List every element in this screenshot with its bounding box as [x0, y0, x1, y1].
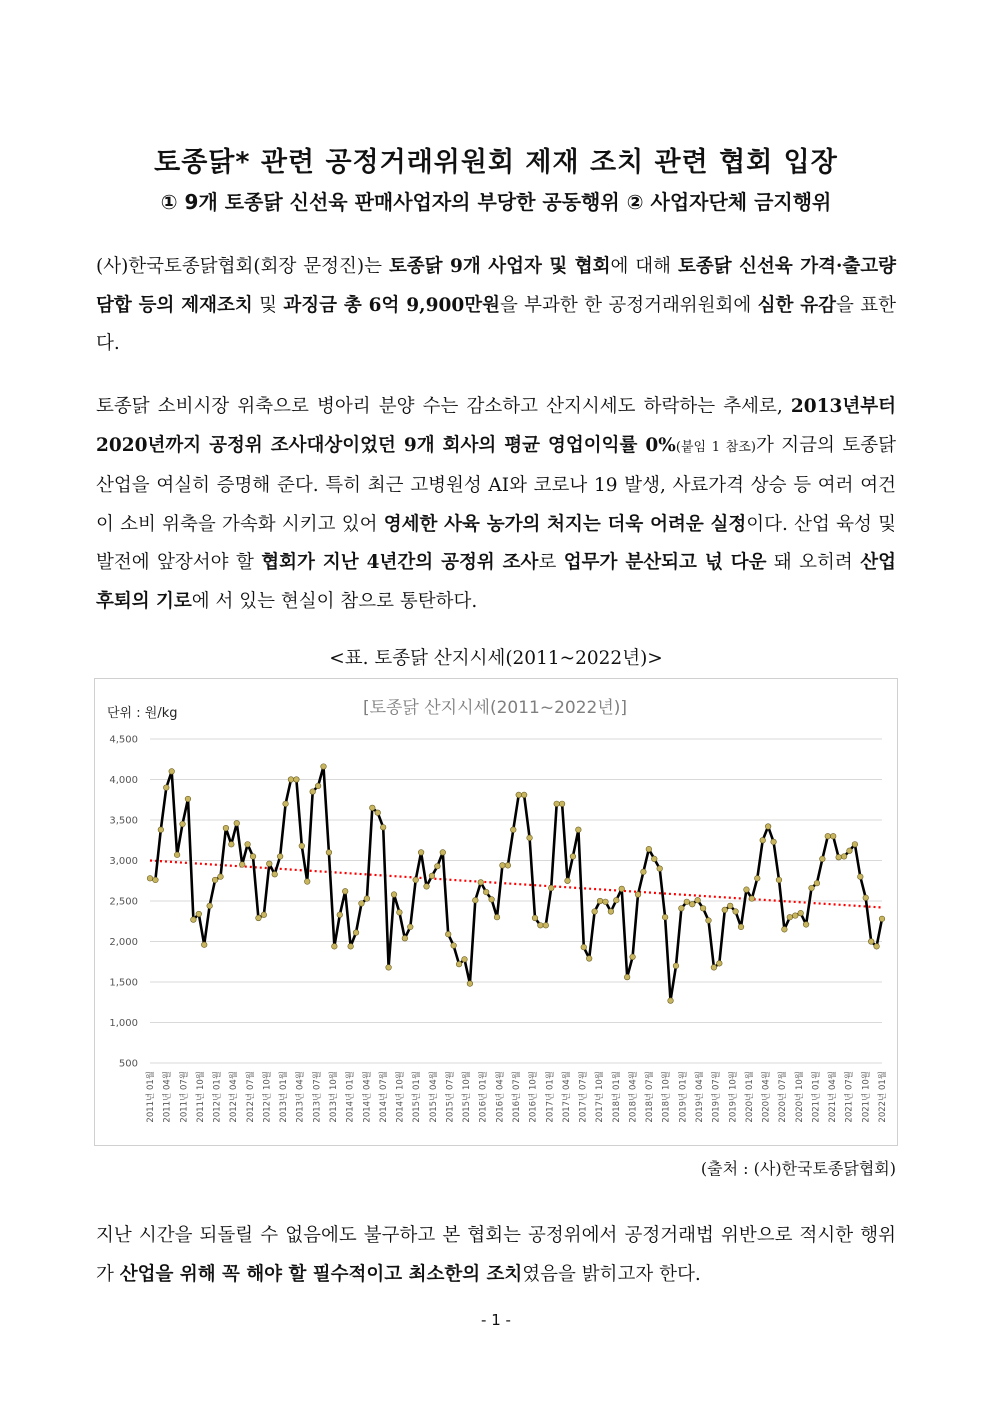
- x-tick-label: 2021년 04월: [828, 1071, 839, 1123]
- data-point: [532, 915, 538, 921]
- data-point: [397, 910, 403, 916]
- x-tick-label: 2019년 04월: [695, 1071, 705, 1123]
- x-tick-label: 2017년 01월: [545, 1071, 556, 1123]
- data-point: [380, 824, 386, 830]
- paragraph2-run-8: 업무가 분산되고 넋 다운: [563, 552, 767, 574]
- chart-title: [토종닭 산지시세(2011~2022년)]: [362, 698, 628, 718]
- data-point: [673, 963, 679, 969]
- x-tick-label: 2020년 01월: [744, 1071, 755, 1123]
- data-point: [180, 821, 186, 827]
- paragraph2-run-5: 이다. 산업 육성 및 발전에 앞장서야 할: [96, 513, 897, 574]
- data-point: [614, 897, 620, 903]
- data-point: [359, 901, 365, 907]
- data-point: [738, 924, 744, 930]
- data-point: [619, 886, 625, 892]
- data-point: [174, 852, 180, 858]
- data-point: [554, 801, 560, 807]
- x-tick-label: 2011년 04월: [162, 1071, 173, 1123]
- data-point: [597, 898, 603, 904]
- paragraph1-run-1: 토종닭 9개 사업자 및 협회: [388, 256, 611, 277]
- data-point: [364, 896, 370, 902]
- x-tick-label: 2011년 07월: [179, 1071, 190, 1123]
- data-point: [868, 939, 874, 945]
- data-point: [332, 944, 338, 950]
- data-point: [787, 914, 793, 920]
- data-point: [348, 944, 354, 950]
- data-point: [765, 824, 771, 830]
- data-point: [754, 876, 760, 882]
- data-point: [326, 850, 332, 856]
- x-tick-label: 2018년 07월: [645, 1071, 656, 1123]
- data-point: [353, 930, 359, 936]
- data-point: [212, 877, 218, 883]
- y-tick-label: 2,000: [109, 937, 138, 948]
- data-point: [695, 897, 701, 903]
- data-point: [776, 877, 782, 883]
- data-point: [185, 796, 191, 802]
- chart-trendline: [150, 861, 882, 908]
- data-point: [229, 842, 235, 848]
- data-point: [836, 854, 842, 860]
- x-tick-label: 2012년 04월: [229, 1071, 240, 1123]
- data-point: [315, 783, 321, 789]
- x-tick-label: 2014년 04월: [362, 1071, 373, 1123]
- data-point: [706, 918, 712, 924]
- data-point: [375, 810, 381, 816]
- chart-caption: <표. 토종닭 산지시세(2011~2022년)>: [329, 648, 663, 669]
- x-tick-label: 2019년 01월: [678, 1071, 689, 1123]
- data-point: [603, 899, 609, 905]
- paragraph1-run-3: 토종닭 신선육 가격·출고량 담합 등의 제재조치: [96, 256, 896, 316]
- data-point: [771, 839, 777, 845]
- data-point: [500, 863, 506, 869]
- data-point: [288, 777, 294, 783]
- data-point: [624, 974, 630, 980]
- data-point: [435, 863, 441, 869]
- x-tick-label: 2020년 04월: [761, 1071, 772, 1123]
- data-point: [879, 916, 885, 922]
- x-tick-label: 2020년 07월: [778, 1071, 789, 1123]
- data-point: [196, 911, 202, 917]
- data-point: [722, 907, 728, 913]
- data-point: [310, 789, 316, 795]
- data-point: [521, 792, 527, 798]
- chart-unit-label: 단위 : 원/kg: [107, 706, 178, 721]
- chart-x-axis: [145, 1071, 888, 1123]
- x-tick-label: 2013년 10월: [329, 1071, 339, 1123]
- y-tick-label: 3,500: [109, 815, 138, 827]
- x-tick-label: 2015년 04월: [428, 1071, 439, 1123]
- data-point: [272, 871, 278, 877]
- paragraph2-run-0: 토종닭 소비시장 위축으로 병아리 분양 수는 감소하고 산지시세도 하락하는 추세로,: [96, 396, 791, 417]
- chart-y-axis: [109, 735, 138, 1070]
- y-tick-label: 3,000: [109, 856, 138, 867]
- data-point: [337, 912, 343, 918]
- x-tick-label: 2019년 10월: [728, 1071, 739, 1123]
- data-point: [841, 854, 847, 860]
- x-tick-label: 2016년 04월: [495, 1071, 506, 1123]
- x-tick-label: 2021년 07월: [844, 1071, 855, 1123]
- data-point: [201, 942, 207, 948]
- data-point: [169, 769, 175, 775]
- paragraph2-run-7: 로: [538, 552, 564, 574]
- x-tick-label: 2016년 01월: [478, 1071, 489, 1123]
- data-point: [256, 915, 262, 921]
- y-tick-label: 4,500: [109, 734, 138, 746]
- data-point: [304, 879, 310, 885]
- data-point: [608, 909, 614, 915]
- data-point: [814, 880, 820, 886]
- data-point: [413, 877, 419, 883]
- data-point: [261, 912, 267, 918]
- data-point: [158, 827, 164, 833]
- paragraph2-run-3: 가 지금의 토종닭 산업을 여실히 증명해 준다. 특히 최근 고병원성 AI와 코로나 19 발생, 사료가격 상승 등 여러 여건이 소비 위축을 가속화 시키고 있어: [96, 434, 896, 535]
- x-tick-label: 2014년 10월: [395, 1071, 406, 1123]
- x-tick-label: 2017년 04월: [561, 1071, 572, 1123]
- data-point: [852, 842, 858, 848]
- data-point: [581, 944, 587, 950]
- data-point: [825, 833, 831, 839]
- data-point: [223, 825, 229, 831]
- data-point: [147, 876, 153, 882]
- data-point: [792, 913, 798, 919]
- data-point: [467, 981, 473, 987]
- x-tick-label: 2016년 07월: [512, 1071, 522, 1123]
- paragraph1-run-2: 에 대해: [610, 256, 678, 277]
- data-point: [635, 892, 641, 898]
- data-point: [651, 856, 657, 862]
- data-point: [163, 785, 169, 791]
- data-point: [462, 957, 468, 963]
- data-point: [456, 961, 462, 967]
- paragraph-statement: [96, 248, 896, 364]
- data-point: [543, 923, 549, 929]
- data-point: [418, 850, 424, 856]
- page-number: - 1 -: [481, 1311, 511, 1329]
- x-tick-label: 2011년 10월: [195, 1071, 206, 1123]
- y-tick-label: 4,000: [109, 775, 138, 786]
- x-tick-label: 2016년 10월: [528, 1071, 539, 1123]
- y-tick-label: 1,500: [109, 977, 138, 989]
- data-point: [245, 842, 251, 848]
- x-tick-label: 2019년 07월: [711, 1071, 722, 1123]
- data-point: [451, 943, 457, 949]
- data-point: [744, 887, 750, 893]
- data-point: [847, 848, 853, 854]
- x-tick-label: 2017년 07월: [578, 1071, 589, 1123]
- data-point: [727, 903, 733, 909]
- data-point: [386, 965, 392, 971]
- data-point: [689, 901, 695, 907]
- data-point: [321, 764, 327, 770]
- paragraph2-run-11: 에 서 있는 현실이 참으로 통탄하다.: [191, 590, 478, 612]
- y-tick-label: 2,500: [109, 896, 138, 908]
- y-tick-label: 1,000: [109, 1018, 138, 1029]
- data-point: [510, 827, 516, 833]
- data-point: [516, 792, 522, 798]
- data-point: [429, 873, 435, 879]
- paragraph1-run-4: 및: [252, 294, 284, 316]
- data-point: [299, 843, 305, 849]
- data-point: [402, 935, 408, 941]
- data-point: [548, 885, 554, 891]
- x-tick-label: 2013년 04월: [295, 1071, 306, 1123]
- data-point: [717, 961, 723, 967]
- x-tick-label: 2015년 10월: [462, 1071, 473, 1123]
- x-tick-label: 2018년 01월: [611, 1071, 622, 1123]
- paragraph3-run-0: 지난 시간을 되돌릴 수 없음에도 불구하고 본 협회는 공정위에서 공정거래법 위반으로 적시한 행위가: [96, 1225, 896, 1285]
- paragraph1-run-6: 을 부과한 한 공정거래위원회에: [499, 294, 758, 316]
- x-tick-label: 2015년 01월: [412, 1071, 423, 1123]
- x-tick-label: 2020년 10월: [794, 1071, 805, 1123]
- x-tick-label: 2018년 10월: [661, 1071, 672, 1123]
- data-point: [858, 874, 864, 880]
- x-tick-label: 2014년 07월: [378, 1071, 389, 1123]
- x-tick-label: 2017년 10월: [595, 1071, 606, 1123]
- data-point: [250, 854, 256, 860]
- x-tick-label: 2013년 07월: [312, 1071, 323, 1123]
- data-point: [342, 888, 348, 894]
- data-point: [445, 931, 451, 937]
- data-point: [668, 998, 674, 1004]
- paragraph2-run-1: 2013년부터 2020년까지 공정위 조사대상이었던 9개 회사의 평균 영업이익률 0%: [96, 396, 896, 456]
- data-point: [505, 863, 511, 869]
- data-point: [570, 854, 576, 860]
- data-point: [657, 866, 663, 872]
- x-tick-label: 2012년 07월: [245, 1071, 256, 1123]
- data-point: [153, 877, 159, 883]
- document-title: 토종닭* 관련 공정거래위원회 제재 조치 관련 협회 입장: [154, 147, 838, 178]
- x-tick-label: 2021년 10월: [861, 1071, 872, 1123]
- data-point: [489, 897, 495, 903]
- x-tick-label: 2021년 01월: [811, 1071, 822, 1123]
- data-point: [874, 944, 880, 950]
- data-point: [407, 924, 413, 930]
- x-tick-label: 2022년 01월: [878, 1071, 888, 1123]
- data-point: [473, 897, 479, 903]
- data-point: [565, 878, 571, 884]
- x-tick-label: 2014년 01월: [345, 1071, 356, 1123]
- paragraph1-run-0: (사)한국토종닭협회(회장 문정진)는: [96, 256, 389, 277]
- data-point: [733, 909, 739, 915]
- data-point: [809, 885, 815, 891]
- chart-source: (출처 : (사)한국토종닭협회): [700, 1159, 896, 1178]
- data-point: [370, 805, 376, 811]
- paragraph3-run-1: 산업을 위해 꼭 해야 할 필수적이고 최소한의 조치: [119, 1263, 523, 1285]
- data-point: [803, 922, 809, 928]
- paragraph2-run-2: (붙임 1 참조): [675, 439, 756, 455]
- data-point: [576, 827, 582, 833]
- x-tick-label: 2018년 04월: [628, 1071, 639, 1123]
- data-point: [234, 820, 240, 826]
- data-point: [538, 923, 544, 929]
- paragraph2-run-6: 협회가 지난 4년간의 공정위 조사: [261, 552, 539, 574]
- paragraph1-run-5: 과징금 총 6억 9,900만원: [283, 294, 500, 316]
- data-point: [559, 801, 565, 807]
- x-tick-label: 2011년 01월: [146, 1071, 156, 1123]
- price-chart: [94, 678, 898, 1146]
- data-point: [700, 905, 706, 911]
- y-tick-label: 500: [118, 1058, 138, 1070]
- data-point: [782, 927, 788, 933]
- document-subtitle: ① 9개 토종닭 신선육 판매사업자의 부당한 공동행위 ② 사업자단체 금지행위: [160, 190, 832, 214]
- data-point: [749, 896, 755, 902]
- paragraph-conclusion: [96, 1217, 896, 1294]
- data-point: [592, 909, 598, 915]
- data-point: [820, 856, 826, 862]
- data-point: [586, 956, 592, 962]
- data-point: [478, 880, 484, 886]
- price-chart-svg: [95, 679, 897, 1145]
- trend-line: [150, 861, 882, 908]
- paragraph2-run-9: 돼 오히려: [766, 552, 861, 574]
- data-point: [207, 903, 213, 909]
- data-point: [798, 910, 804, 916]
- x-tick-label: 2012년 10월: [262, 1071, 273, 1123]
- paragraph2-run-4: 영세한 사육 농가의 처지는 더욱 어려운 실정: [383, 513, 747, 535]
- data-point: [239, 862, 245, 868]
- data-point: [440, 850, 446, 856]
- chart-gridlines: [150, 739, 882, 1063]
- data-point: [527, 835, 533, 841]
- data-point: [863, 895, 869, 901]
- x-tick-label: 2015년 07월: [445, 1071, 456, 1123]
- paragraph1-run-7: 심한 유감: [757, 294, 837, 316]
- data-point: [760, 837, 766, 843]
- data-point: [218, 874, 224, 880]
- data-point: [630, 954, 636, 960]
- data-point: [662, 914, 668, 920]
- data-point: [191, 917, 197, 923]
- paragraph3-run-2: 였음을 밝히고자 한다.: [522, 1263, 701, 1285]
- x-tick-label: 2013년 01월: [279, 1071, 290, 1123]
- data-point: [283, 801, 289, 807]
- paragraph1-run-8: 을 표한다.: [96, 294, 896, 355]
- data-point: [391, 892, 397, 898]
- data-point: [646, 846, 652, 852]
- paragraph2-run-10: 산업 후퇴의 기로: [96, 552, 896, 612]
- data-point: [641, 869, 647, 875]
- data-point: [424, 884, 430, 890]
- data-point: [266, 861, 272, 867]
- data-point: [830, 833, 836, 839]
- data-point: [711, 965, 717, 971]
- x-tick-label: 2012년 01월: [212, 1071, 223, 1123]
- data-point: [684, 899, 690, 905]
- data-point: [494, 914, 500, 920]
- data-point: [483, 889, 489, 895]
- data-point: [277, 854, 283, 860]
- data-point: [679, 905, 685, 911]
- data-point: [294, 777, 300, 783]
- paragraph-industry-situation: [96, 388, 896, 622]
